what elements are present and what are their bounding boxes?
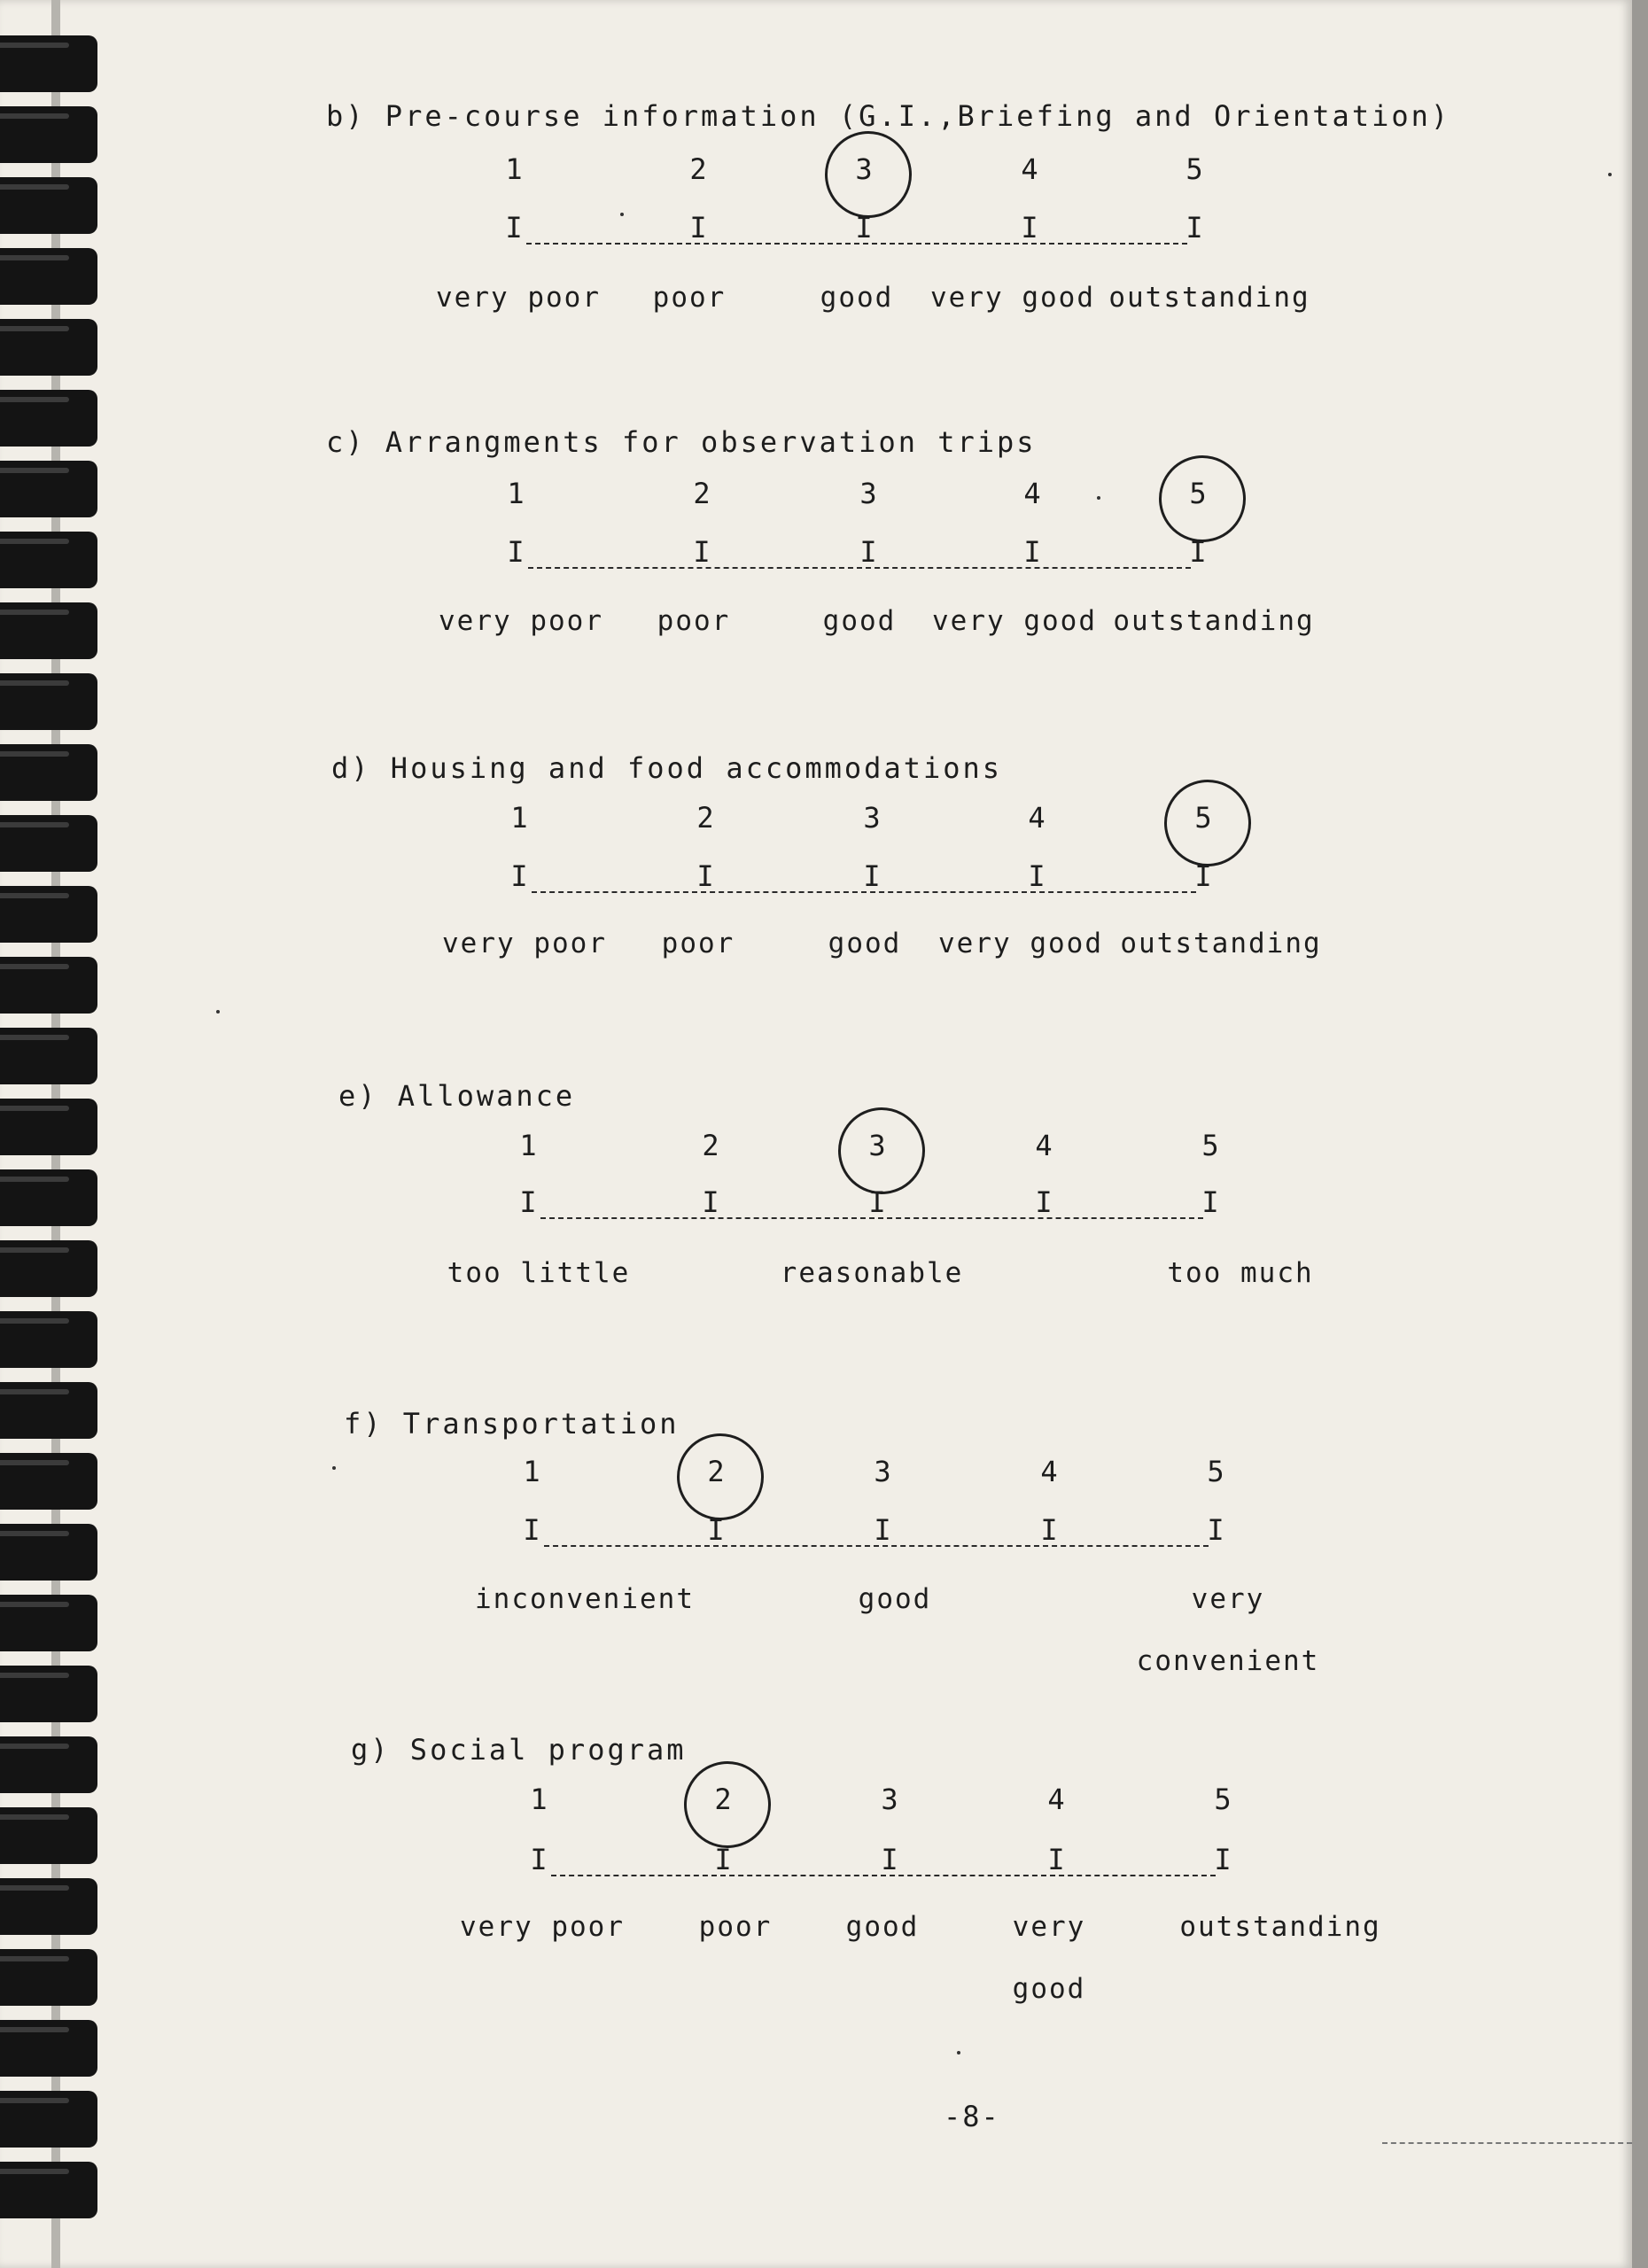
rating-question xyxy=(0,751,1632,1017)
scale-tick: I xyxy=(1201,1185,1219,1219)
question-heading: c) Arrangments for observation trips xyxy=(326,425,1037,459)
scale-label: good xyxy=(822,605,897,637)
ink-speck xyxy=(1097,496,1100,500)
ink-speck xyxy=(957,2051,960,2054)
question-heading: e) Allowance xyxy=(338,1079,576,1113)
scale-label: poor xyxy=(698,1911,773,1943)
rating-question xyxy=(0,1733,1632,2005)
binding-ring xyxy=(0,35,97,92)
ink-speck xyxy=(1608,173,1612,176)
scale-tick: I xyxy=(863,859,881,893)
scale-number[interactable]: 1 xyxy=(510,801,528,835)
scale-tick: I xyxy=(696,859,714,893)
scale-label: inconvenient xyxy=(475,1583,695,1615)
selected-rating-circle xyxy=(679,1756,777,1854)
scale-number[interactable]: 4 xyxy=(1021,152,1038,186)
scale-label: reasonable xyxy=(780,1257,964,1289)
rating-question xyxy=(0,1079,1632,1345)
scale-number[interactable]: 3 xyxy=(863,801,881,835)
scale-number[interactable]: 2 xyxy=(689,152,707,186)
scale-label: outstanding xyxy=(1113,605,1315,637)
scale-tick: I xyxy=(1035,1185,1053,1219)
scale-line xyxy=(532,891,1196,893)
rating-question xyxy=(0,425,1632,691)
question-heading: g) Social program xyxy=(351,1733,687,1767)
scale-label: poor xyxy=(661,928,735,959)
ink-speck xyxy=(332,1466,336,1470)
scale-number[interactable]: 3 xyxy=(868,1129,886,1162)
scale-label: very convenient xyxy=(1136,1583,1320,1677)
scale-tick: I xyxy=(519,1185,537,1219)
scale-line xyxy=(528,567,1191,569)
scale-tick: I xyxy=(689,211,707,245)
scale-number[interactable]: 2 xyxy=(707,1455,725,1488)
scale-number[interactable]: 5 xyxy=(1185,152,1203,186)
scale-number[interactable]: 3 xyxy=(855,152,873,186)
scale-label: poor xyxy=(657,605,731,637)
scale-label: very good xyxy=(1012,1911,1086,2005)
page-number: -8- xyxy=(944,2100,1000,2133)
scale-tick: I xyxy=(859,535,877,569)
scale-number[interactable]: 2 xyxy=(693,477,711,510)
scale-number[interactable]: 4 xyxy=(1047,1783,1065,1816)
scale-number[interactable]: 1 xyxy=(507,477,525,510)
scale-tick: I xyxy=(714,1843,732,1876)
scale-tick: I xyxy=(1207,1513,1224,1547)
scale-label: very poor xyxy=(436,282,601,314)
binding-ring xyxy=(0,2162,97,2218)
scale-label: good xyxy=(828,928,902,959)
scale-label: good xyxy=(858,1583,932,1615)
scale-line xyxy=(551,1875,1216,1876)
scale-number[interactable]: 3 xyxy=(874,1455,891,1488)
scale-line xyxy=(526,243,1187,245)
scale-tick: I xyxy=(523,1513,540,1547)
question-heading: d) Housing and food accommodations xyxy=(331,751,1003,785)
scale-label: too little xyxy=(447,1257,631,1289)
scale-label: poor xyxy=(652,282,727,314)
footer-rule xyxy=(1382,2142,1632,2144)
scale-tick: I xyxy=(855,211,873,245)
selected-rating-circle xyxy=(1154,450,1252,548)
ink-speck xyxy=(216,1010,220,1014)
scale-label: good xyxy=(845,1911,920,1943)
scale-label: very poor xyxy=(439,605,603,637)
scale-line xyxy=(540,1217,1203,1219)
scale-number[interactable]: 4 xyxy=(1035,1129,1053,1162)
scale-tick: I xyxy=(510,859,528,893)
scale-tick: I xyxy=(505,211,523,245)
rating-question xyxy=(0,99,1632,365)
scale-number[interactable]: 5 xyxy=(1214,1783,1232,1816)
scale-label: good xyxy=(820,282,894,314)
binding-ring xyxy=(0,2091,97,2148)
scale-label: very good xyxy=(930,282,1095,314)
scale-tick: I xyxy=(868,1185,886,1219)
scale-tick: I xyxy=(530,1843,548,1876)
scale-tick: I xyxy=(1023,535,1041,569)
scale-number[interactable]: 3 xyxy=(881,1783,898,1816)
rating-question xyxy=(0,1407,1632,1677)
scale-label: outstanding xyxy=(1179,1911,1381,1943)
question-heading: f) Transportation xyxy=(344,1407,680,1441)
scale-number[interactable]: 3 xyxy=(859,477,877,510)
scale-number[interactable]: 1 xyxy=(523,1455,540,1488)
selected-rating-circle xyxy=(672,1428,770,1526)
selected-rating-circle xyxy=(820,126,918,224)
scale-tick: I xyxy=(693,535,711,569)
scale-number[interactable]: 5 xyxy=(1189,477,1207,510)
selected-rating-circle xyxy=(833,1102,931,1200)
scale-number[interactable]: 4 xyxy=(1028,801,1046,835)
scale-tick: I xyxy=(707,1513,725,1547)
scale-tick: I xyxy=(874,1513,891,1547)
binding-ring xyxy=(0,1028,97,1084)
selected-rating-circle xyxy=(1159,774,1257,873)
scale-number[interactable]: 4 xyxy=(1023,477,1041,510)
question-heading: b) Pre-course information (G.I.,Briefing and Orientation) xyxy=(326,99,1451,133)
scale-label: very good xyxy=(938,928,1103,959)
scale-label: very good xyxy=(932,605,1097,637)
scale-number[interactable]: 5 xyxy=(1194,801,1212,835)
scale-tick: I xyxy=(1214,1843,1232,1876)
scale-tick: I xyxy=(1194,859,1212,893)
scale-tick: I xyxy=(1047,1843,1065,1876)
binding-ring xyxy=(0,2020,97,2077)
scale-tick: I xyxy=(1021,211,1038,245)
scale-tick: I xyxy=(1028,859,1046,893)
scale-number[interactable]: 1 xyxy=(530,1783,548,1816)
scale-label: very poor xyxy=(442,928,607,959)
scale-number[interactable]: 2 xyxy=(714,1783,732,1816)
scale-tick: I xyxy=(1189,535,1207,569)
scale-number[interactable]: 2 xyxy=(696,801,714,835)
binding-ring xyxy=(0,1666,97,1722)
scale-tick: I xyxy=(507,535,525,569)
scale-number[interactable]: 1 xyxy=(519,1129,537,1162)
scale-number[interactable]: 5 xyxy=(1201,1129,1219,1162)
ink-speck xyxy=(620,213,624,216)
scale-number[interactable]: 2 xyxy=(702,1129,719,1162)
scale-tick: I xyxy=(881,1843,898,1876)
scale-line xyxy=(544,1545,1209,1547)
scale-number[interactable]: 1 xyxy=(505,152,523,186)
scale-label: very poor xyxy=(460,1911,625,1943)
scale-label: outstanding xyxy=(1108,282,1310,314)
scale-number[interactable]: 5 xyxy=(1207,1455,1224,1488)
scale-label: too much xyxy=(1167,1257,1314,1289)
scale-number[interactable]: 4 xyxy=(1040,1455,1058,1488)
scale-label: outstanding xyxy=(1120,928,1322,959)
scale-tick: I xyxy=(702,1185,719,1219)
scale-tick: I xyxy=(1185,211,1203,245)
scale-tick: I xyxy=(1040,1513,1058,1547)
